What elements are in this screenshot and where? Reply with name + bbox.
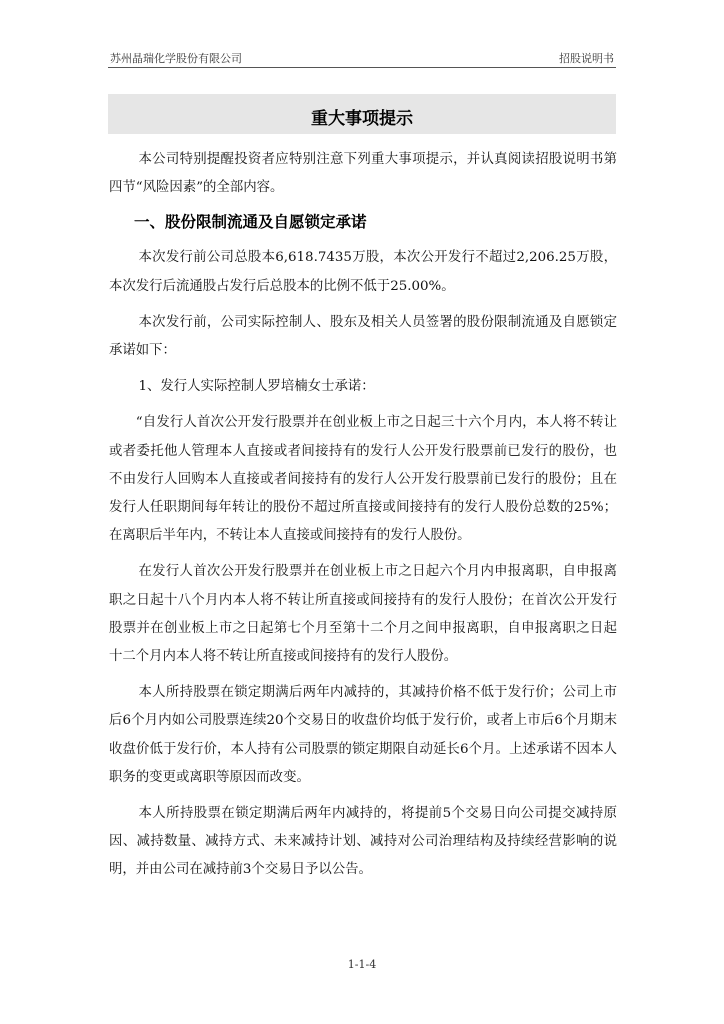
page-title: 重大事项提示 [311,109,413,129]
intro-paragraph: 本公司特别提醒投资者应特别注意下列重大事项提示，并认真阅读招股说明书第四节“风险因素”的全部内容。 [109,152,617,196]
header-doc-type: 招股说明书 [559,52,614,65]
header-company: 苏州晶瑞化学股份有限公司 [110,52,242,65]
section-heading: 一、股份限制流通及自愿锁定承诺 [134,213,367,232]
paragraph-commitment-4: 本人所持股票在锁定期满后两年内减持的，将提前5个交易日向公司提交减持原因、减持数量、减持方式、未来减持计划、减持对公司治理结构及持续经营影响的说明，并由公司在减持前3个交易日予以公告。 [109,806,617,878]
paragraph-share-capital: 本次发行前公司总股本6,618.7435万股，本次公开发行不超过2,206.25万股，本次发行后流通股占发行后总股本的比例不低于25.00%。 [109,250,617,294]
page-header [108,49,616,68]
paragraph-commitment-3: 本人所持股票在锁定期满后两年内减持的，其减持价格不低于发行价；公司上市后6个月内如公司股票连续20个交易日的收盘价均低于发行价，或者上市后6个月期末收盘价低于发行价，本人持有公司股票的锁定期限自动延长6个月。上述承诺不因本人职务的变更或离职等原因而改变。 [109,685,617,785]
paragraph-commitment-2: 在发行人首次公开发行股票并在创业板上市之日起六个月内申报离职，自申报离职之日起十八个月内本人将不转让所直接或间接持有的发行人股份；在首次公开发行股票并在创业板上市之日起第七个月至第十二个月之间申报离职，自申报离职之日起十二个月内本人将不转让所直接或间接持有的发行人股份。 [109,564,617,665]
paragraph-commitment-1: “自发行人首次公开发行股票并在创业板上市之日起三十六个月内，本人将不转让或者委托他人管理本人直接或者间接持有的发行人公开发行股票前已发行的股份，也不由发行人回购本人直接或者间接持有的发行人公开发行股票前已发行的股份；且在发行人任职期间每年转让的股份不超过所直接或间接持有的发行人股份总数的25%；在离职后半年内，不转让本人直接或间接持有的发行人股份。 [109,415,617,544]
paragraph-lockup-intro: 本次发行前，公司实际控制人、股东及相关人员签署的股份限制流通及自愿锁定承诺如下： [109,314,617,359]
document-body [109,146,617,885]
title-band [108,94,616,134]
page-number: 1-1-4 [347,958,377,971]
paragraph-controller: 1、发行人实际控制人罗培楠女士承诺： [138,379,375,395]
